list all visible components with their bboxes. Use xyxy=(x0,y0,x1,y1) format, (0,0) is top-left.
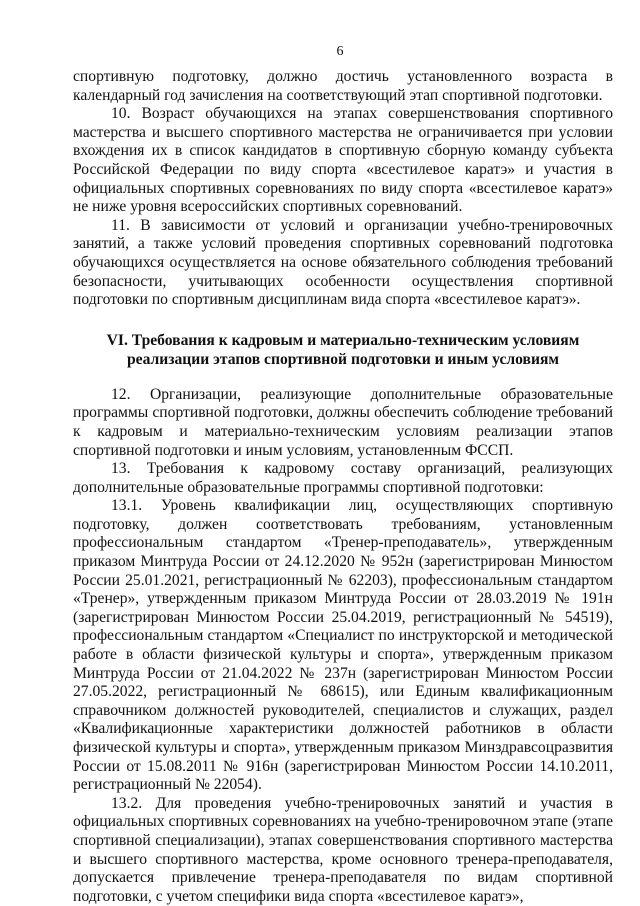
paragraph-13: 13. Требования к кадровому составу организаций, реализующих дополнительные образовательные программы спортивной подготовки: xyxy=(73,460,613,496)
paragraph-13-2: 13.2. Для проведения учебно-тренировочных занятий и участия в официальных спортивных соревнованиях на учебно-тренировочном этапе (этапе спортивной специализации), этапах совершенствования спортивного мастерства и высшего спортивного мастерства, кроме основного тренера-преподавателя, допускается привлечение тренера-преподавателя по видам спортивной подготовки, с учетом специфики вида спорта «всестилевое каратэ», xyxy=(73,794,613,905)
paragraph-10: 10. Возраст обучающихся на этапах совершенствования спортивного мастерства и высшего спортивного мастерства не ограничивается при условии вхождения их в список кандидатов в спортивную сборную команду субъекта Российской Федерации по виду спорта «всестилевое каратэ» и участия в официальных спортивных соревнованиях по виду спорта «всестилевое каратэ» не ниже уровня всероссийских спортивных соревнований. xyxy=(73,105,613,216)
paragraph-continuation: спортивную подготовку, должно достичь установленного возраста в календарный год зачисления на соответствующий этап спортивной подготовки. xyxy=(73,68,613,104)
section-heading-line-2: реализации этапов спортивной подготовки и иным условиям xyxy=(126,350,560,368)
paragraph-13-1: 13.1. Уровень квалификации лиц, осуществляющих спортивную подготовку, должен соответствовать требованиям, установленным профессиональным стандартом «Тренер-преподаватель», утвержденным приказом Минтруда России от 24.12.2020 № 952н (зарегистрирован Минюстом России 25.01.2021, регистрационный № 62203), профессиональным стандартом «Тренер», утвержденным приказом Минтруда России от 28.03.2019 № 191н (зарегистрирован Минюстом России 25.04.2019, регистрационный № 54519), профессиональным стандартом «Специалист по инструкторской и методической работе в области физической культуры и спорта», утвержденным приказом Минтруда России от 21.04.2022 № 237н (зарегистрирован Минюстом России 27.05.2022, регистрационный № 68615), или Единым квалификационным справочником должностей руководителей, специалистов и служащих, раздел «Квалификационные характеристики должностей работников в области физической культуры и спорта», утвержденным приказом Минздравсоцразвития России от 15.08.2011 № 916н (зарегистрирован Минюстом России 14.10.2011, регистрационный № 22054). xyxy=(73,497,613,794)
document-body xyxy=(73,68,613,906)
page-number: 6 xyxy=(336,44,344,59)
paragraph-11: 11. В зависимости от условий и организации учебно-тренировочных занятий, а также условий проведения спортивных соревнований подготовка обучающихся осуществляется на основе обязательного соблюдения требований безопасности, учитывающих особенности осуществления спортивной подготовки по спортивным дисциплинам вида спорта «всестилевое каратэ». xyxy=(73,216,613,309)
section-heading xyxy=(73,331,613,369)
section-heading-line-1: VI. Требования к кадровым и материально-техническим условиям xyxy=(106,331,580,349)
paragraph-12: 12. Организации, реализующие дополнительные образовательные программы спортивной подготовки, должны обеспечить соблюдение требований к кадровым и материально-техническим условиям реализации этапов спортивной подготовки и иным условиям, установленным ФССП. xyxy=(73,385,613,459)
